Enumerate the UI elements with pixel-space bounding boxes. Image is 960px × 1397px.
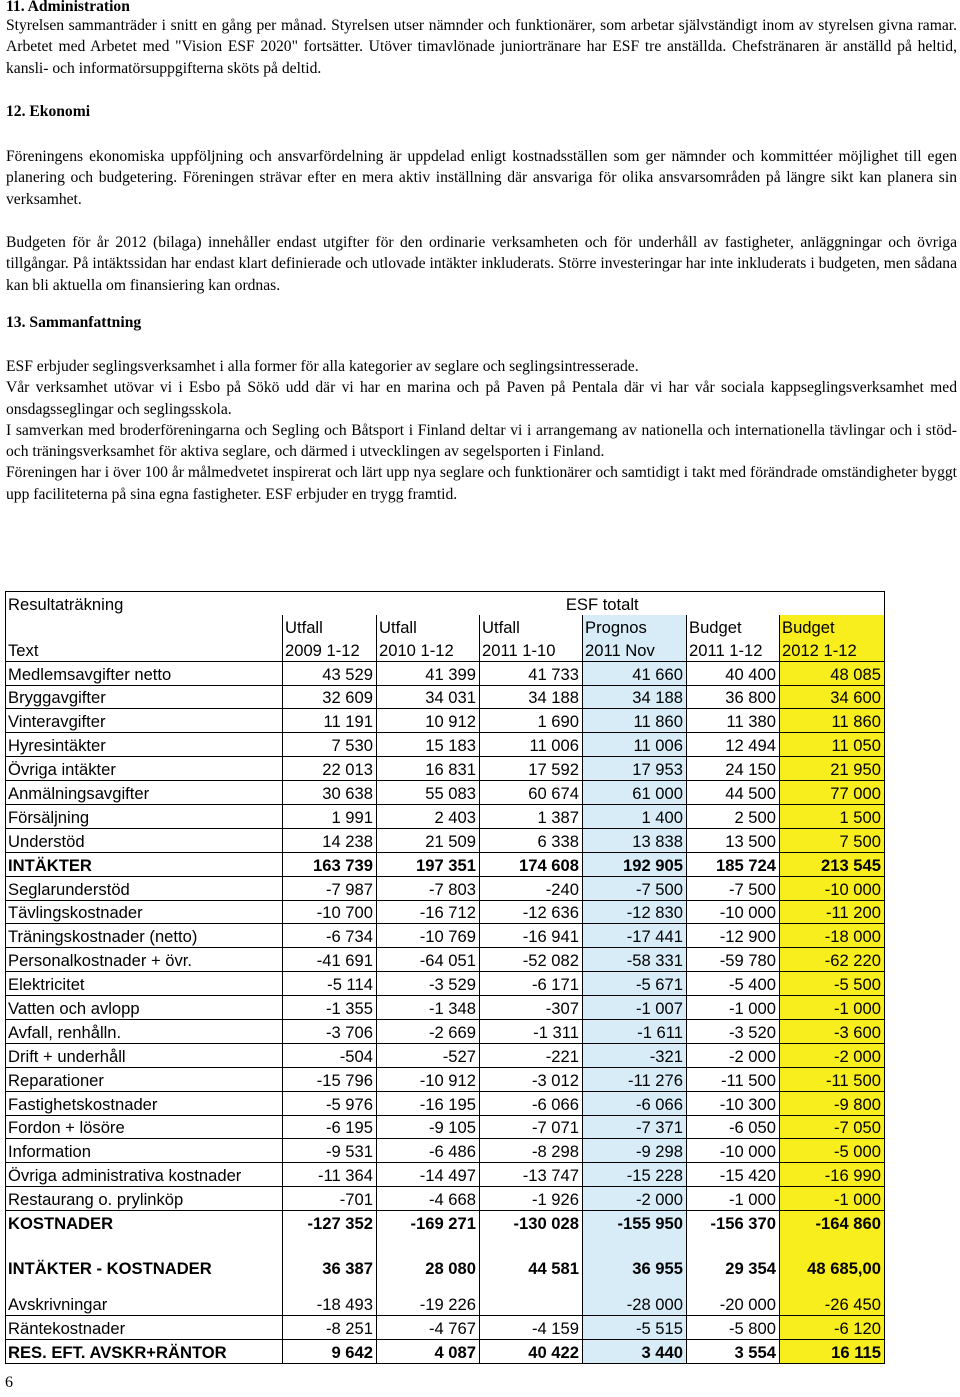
table-row — [6, 1315, 885, 1339]
table-row — [6, 972, 885, 996]
cell-value: -16 941 — [480, 924, 583, 948]
cell-value: -10 000 — [687, 900, 780, 924]
cell-value: -5 000 — [780, 1139, 885, 1163]
cell-value: 213 545 — [780, 852, 885, 876]
row-label: Träningskostnader (netto) — [6, 924, 283, 948]
row-label: Avskrivningar — [6, 1292, 283, 1315]
cell-value: 185 724 — [687, 852, 780, 876]
cell-value: -701 — [283, 1187, 377, 1211]
table-row — [6, 876, 885, 900]
row-label: Fordon + lösöre — [6, 1115, 283, 1139]
row-label: INTÄKTER — [6, 852, 283, 876]
table-row — [6, 948, 885, 972]
cell-value: 16 115 — [780, 1339, 885, 1363]
section-13-paragraph: Vår verksamhet utövar vi i Esbo på Sökö udd där vi har en marina och på Paven på Pentala där vi har vår sociala kappseglingsverksamhet med onsdagsseglingar och seglingsskola. — [6, 379, 957, 418]
row-label: Övriga administrativa kostnader — [6, 1163, 283, 1187]
cell-value: 15 183 — [377, 733, 480, 757]
cell-value: 48 085 — [780, 661, 885, 685]
cell-value: 11 860 — [780, 709, 885, 733]
cell-value: -5 500 — [780, 972, 885, 996]
cell-value: -59 780 — [687, 948, 780, 972]
section-13-paragraph: ESF erbjuder seglingsverksamhet i alla former för alla kategorier av seglare och seglingsintresserade. — [6, 358, 639, 375]
cell-value: -15 228 — [583, 1163, 687, 1187]
row-label: Seglarunderstöd — [6, 876, 283, 900]
cell-value: 36 387 — [283, 1256, 377, 1279]
cell-value: 41 660 — [583, 661, 687, 685]
cell-value: 36 800 — [687, 685, 780, 709]
cell-value: -11 500 — [687, 1067, 780, 1091]
cell-value: 16 831 — [377, 757, 480, 781]
cell-value: 32 609 — [283, 685, 377, 709]
row-label: Försäljning — [6, 805, 283, 829]
cell-value: -14 497 — [377, 1163, 480, 1187]
text-label: Text — [6, 638, 283, 661]
cell-value: 43 529 — [283, 661, 377, 685]
cell-value: -17 441 — [583, 924, 687, 948]
cell-value: 34 188 — [583, 685, 687, 709]
row-label: Anmälningsavgifter — [6, 781, 283, 805]
cell-value: -11 200 — [780, 900, 885, 924]
cell-value: -8 298 — [480, 1139, 583, 1163]
table-row-final — [6, 1339, 885, 1363]
cell-value: -6 195 — [283, 1115, 377, 1139]
cell-value: 4 087 — [377, 1339, 480, 1363]
row-label: Understöd — [6, 828, 283, 852]
cell-value: 21 950 — [780, 757, 885, 781]
cell-value: -1 611 — [583, 1020, 687, 1044]
cell-value: -6 120 — [780, 1315, 885, 1339]
table-row — [6, 733, 885, 757]
row-label: Personalkostnader + övr. — [6, 948, 283, 972]
cell-value: -504 — [283, 1043, 377, 1067]
row-label: Hyresintäkter — [6, 733, 283, 757]
cell-value: -28 000 — [583, 1292, 687, 1315]
cell-value: -6 171 — [480, 972, 583, 996]
cell-value: 40 400 — [687, 661, 780, 685]
cell-value: 11 380 — [687, 709, 780, 733]
table-row — [6, 757, 885, 781]
cell-value: 1 387 — [480, 805, 583, 829]
cell-value: -1 000 — [687, 996, 780, 1020]
section-11-text: Styrelsen sammanträder i snitt en gång per månad. Styrelsen utser nämnder och funktionärer, som arbetar självständigt inom av styrelsen givna ramar. Arbetet med Arbetet med "Vision ESF 2020" fortsätter. Utöver timavlönade juniortränare har ESF tre anställda. Chefstränaren är anställd på heltid, kansli- och informatörsuppgifterna sköts på deltid. — [6, 17, 957, 77]
table-title: Resultaträkning — [6, 592, 283, 615]
cell-value: -1 348 — [377, 996, 480, 1020]
table-row-result — [6, 1256, 885, 1279]
cell-value: 48 685,00 — [780, 1256, 885, 1279]
cell-value: -4 767 — [377, 1315, 480, 1339]
cell-value: 22 013 — [283, 757, 377, 781]
table-row — [6, 781, 885, 805]
cell-value: 174 608 — [480, 852, 583, 876]
section-13-heading: 13. Sammanfattning — [6, 314, 142, 331]
cell-value: 1 991 — [283, 805, 377, 829]
cell-value: -19 226 — [377, 1292, 480, 1315]
cell-value: 3 440 — [583, 1339, 687, 1363]
cell-value: -6 734 — [283, 924, 377, 948]
cell-value: -1 000 — [780, 996, 885, 1020]
cell-value: -10 912 — [377, 1067, 480, 1091]
section-13-text — [6, 356, 957, 505]
cell-value: -6 050 — [687, 1115, 780, 1139]
cell-value: 24 150 — [687, 757, 780, 781]
cell-value: 11 006 — [480, 733, 583, 757]
cell-value: -1 311 — [480, 1020, 583, 1044]
cell-value: -18 000 — [780, 924, 885, 948]
col-head: 2010 1-12 — [377, 638, 480, 661]
cell-value: -52 082 — [480, 948, 583, 972]
cell-value: -5 976 — [283, 1091, 377, 1115]
cell-value: -6 486 — [377, 1139, 480, 1163]
cell-value: -1 355 — [283, 996, 377, 1020]
cell-value: 10 912 — [377, 709, 480, 733]
cell-value: -11 364 — [283, 1163, 377, 1187]
cell-value: -1 926 — [480, 1187, 583, 1211]
cell-value: 34 031 — [377, 685, 480, 709]
row-label: Övriga intäkter — [6, 757, 283, 781]
cell-value: -10 000 — [780, 876, 885, 900]
cell-value: 13 838 — [583, 828, 687, 852]
cell-value: 21 509 — [377, 828, 480, 852]
table-row — [6, 1292, 885, 1315]
cell-value: -7 071 — [480, 1115, 583, 1139]
table-row — [6, 1043, 885, 1067]
table-row — [6, 900, 885, 924]
cell-value: -321 — [583, 1043, 687, 1067]
cell-value: 12 494 — [687, 733, 780, 757]
row-label: Information — [6, 1139, 283, 1163]
cell-value: 34 188 — [480, 685, 583, 709]
cell-value: -11 500 — [780, 1067, 885, 1091]
row-label: Restaurang o. prylinköp — [6, 1187, 283, 1211]
table-title-row — [6, 592, 885, 615]
row-label: Vinteravgifter — [6, 709, 283, 733]
cell-value: 34 600 — [780, 685, 885, 709]
cell-value: -26 450 — [780, 1292, 885, 1315]
cell-value: 44 500 — [687, 781, 780, 805]
cell-value: -164 860 — [780, 1211, 885, 1234]
table-row — [6, 685, 885, 709]
cell-value: 6 338 — [480, 828, 583, 852]
cell-value: -7 500 — [583, 876, 687, 900]
cell-value: 36 955 — [583, 1256, 687, 1279]
cell-value: -2 000 — [687, 1043, 780, 1067]
cell-value: 7 530 — [283, 733, 377, 757]
cell-value: 14 238 — [283, 828, 377, 852]
col-head: 2012 1-12 — [780, 638, 885, 661]
cell-value: -130 028 — [480, 1211, 583, 1234]
cell-value: -16 990 — [780, 1163, 885, 1187]
spacer-row — [6, 1234, 885, 1256]
cell-value: 40 422 — [480, 1339, 583, 1363]
cell-value: -527 — [377, 1043, 480, 1067]
table-row — [6, 1139, 885, 1163]
table-row — [6, 1115, 885, 1139]
row-label: Elektricitet — [6, 972, 283, 996]
cell-value: 3 554 — [687, 1339, 780, 1363]
col-head: Utfall — [377, 615, 480, 638]
cell-value: -127 352 — [283, 1211, 377, 1234]
cell-value: -3 600 — [780, 1020, 885, 1044]
cell-value: -12 830 — [583, 900, 687, 924]
cell-value: -20 000 — [687, 1292, 780, 1315]
page-number: 6 — [5, 1374, 13, 1391]
col-head: Budget — [687, 615, 780, 638]
cell-value: 192 905 — [583, 852, 687, 876]
col-head: Utfall — [283, 615, 377, 638]
cell-value: -2 669 — [377, 1020, 480, 1044]
cell-value: -7 371 — [583, 1115, 687, 1139]
col-head: Prognos — [583, 615, 687, 638]
cell-value: 7 500 — [780, 828, 885, 852]
cell-value: -62 220 — [780, 948, 885, 972]
cell-value: 17 953 — [583, 757, 687, 781]
table-head-row-2 — [6, 638, 885, 661]
cell-value: -3 529 — [377, 972, 480, 996]
table-row — [6, 1163, 885, 1187]
cell-value: -169 271 — [377, 1211, 480, 1234]
row-label: Tävlingskostnader — [6, 900, 283, 924]
cell-value: -10 700 — [283, 900, 377, 924]
cell-value: 61 000 — [583, 781, 687, 805]
table-row — [6, 996, 885, 1020]
cell-value: -7 803 — [377, 876, 480, 900]
cell-value: 28 080 — [377, 1256, 480, 1279]
table-row — [6, 1187, 885, 1211]
row-label: KOSTNADER — [6, 1211, 283, 1234]
row-label: Reparationer — [6, 1067, 283, 1091]
cell-value: 55 083 — [377, 781, 480, 805]
col-head: 2009 1-12 — [283, 638, 377, 661]
cell-value: 1 500 — [780, 805, 885, 829]
row-label: Fastighetskostnader — [6, 1091, 283, 1115]
cell-value: -12 900 — [687, 924, 780, 948]
row-label: INTÄKTER - KOSTNADER — [6, 1256, 283, 1279]
cell-value: -3 520 — [687, 1020, 780, 1044]
cell-value: 13 500 — [687, 828, 780, 852]
col-head: 2011 1-12 — [687, 638, 780, 661]
section-13-paragraph: Föreningen har i över 100 år målmedvetet inspirerat och lärt upp nya seglare och funktionärer och samtidigt i takt med förändrade omständigheter byggt upp faciliteterna på sina egna fastigheter. ESF erbjuder en trygg framtid. — [6, 464, 957, 503]
cell-value: -221 — [480, 1043, 583, 1067]
cell-value: 60 674 — [480, 781, 583, 805]
row-label: Vatten och avlopp — [6, 996, 283, 1020]
col-head: 2011 Nov — [583, 638, 687, 661]
cell-value: -10 300 — [687, 1091, 780, 1115]
table-row — [6, 661, 885, 685]
table-row — [6, 1091, 885, 1115]
cell-value: 1 400 — [583, 805, 687, 829]
table-row — [6, 1067, 885, 1091]
col-head: Utfall — [480, 615, 583, 638]
cell-value: 9 642 — [283, 1339, 377, 1363]
cell-value: 41 733 — [480, 661, 583, 685]
cell-value: -5 515 — [583, 1315, 687, 1339]
table-row — [6, 828, 885, 852]
row-label: Drift + underhåll — [6, 1043, 283, 1067]
row-label: Bryggavgifter — [6, 685, 283, 709]
row-label: Avfall, renhålln. — [6, 1020, 283, 1044]
table-row — [6, 924, 885, 948]
cell-value: 11 191 — [283, 709, 377, 733]
col-head: 2011 1-10 — [480, 638, 583, 661]
cell-value: 77 000 — [780, 781, 885, 805]
cell-value: -1 000 — [780, 1187, 885, 1211]
table-head-row-1 — [6, 615, 885, 638]
cell-value: -4 159 — [480, 1315, 583, 1339]
table-row — [6, 1211, 885, 1234]
cell-value: -16 712 — [377, 900, 480, 924]
table-row — [6, 852, 885, 876]
section-12-paragraph: Budgeten för år 2012 (bilaga) innehåller endast utgifter för den ordinarie verksamheten och för underhåll av fastigheter, anläggningar och övriga tillgångar. På intäktssidan har endast klart definierade och utlovade intäkter inkluderats. Större investeringar har inte inkluderats i budgeten, men sådana kan bli aktuella om finansiering kan ordnas. — [6, 234, 957, 294]
cell-value: 163 739 — [283, 852, 377, 876]
cell-value: -155 950 — [583, 1211, 687, 1234]
result-table — [5, 591, 885, 1364]
cell-value: 41 399 — [377, 661, 480, 685]
cell-value: -9 800 — [780, 1091, 885, 1115]
table-group-title: ESF totalt — [283, 592, 885, 615]
cell-value: -10 769 — [377, 924, 480, 948]
cell-value: 17 592 — [480, 757, 583, 781]
cell-value: -8 251 — [283, 1315, 377, 1339]
section-12-paragraph: Föreningens ekonomiska uppföljning och ansvarfördelning är uppdelad enligt kostnadsställen som ger nämnder och kommittéer möjlighet till egen planering och budgetering. Föreningen strävar efter en mera aktiv inställning där ansvariga för olika ansvarsområden på längre sikt kan planera sin verksamhet. — [6, 148, 957, 208]
cell-value: -10 000 — [687, 1139, 780, 1163]
cell-value: -6 066 — [480, 1091, 583, 1115]
cell-value: 30 638 — [283, 781, 377, 805]
col-head: Budget — [780, 615, 885, 638]
cell-value: -156 370 — [687, 1211, 780, 1234]
cell-value: -7 500 — [687, 876, 780, 900]
cell-value: -11 276 — [583, 1067, 687, 1091]
cell-value: 11 006 — [583, 733, 687, 757]
cell-value: -5 671 — [583, 972, 687, 996]
cell-value: -7 987 — [283, 876, 377, 900]
cell-value: -1 000 — [687, 1187, 780, 1211]
spacer-row — [6, 1279, 885, 1292]
cell-value: 1 690 — [480, 709, 583, 733]
cell-value: -4 668 — [377, 1187, 480, 1211]
cell-value: 11 050 — [780, 733, 885, 757]
cell-value: -16 195 — [377, 1091, 480, 1115]
cell-value: -307 — [480, 996, 583, 1020]
section-11-heading: 11. Administration — [6, 0, 130, 15]
cell-value: -9 105 — [377, 1115, 480, 1139]
cell-value: -3 012 — [480, 1067, 583, 1091]
cell-value: 29 354 — [687, 1256, 780, 1279]
cell-value — [480, 1292, 583, 1315]
cell-value: 44 581 — [480, 1256, 583, 1279]
table-row — [6, 1020, 885, 1044]
cell-value: -240 — [480, 876, 583, 900]
cell-value: -15 420 — [687, 1163, 780, 1187]
row-label: Räntekostnader — [6, 1315, 283, 1339]
cell-value: -58 331 — [583, 948, 687, 972]
row-label: RES. EFT. AVSKR+RÄNTOR — [6, 1339, 283, 1363]
section-12-heading: 12. Ekonomi — [6, 103, 91, 120]
cell-value: -2 000 — [780, 1043, 885, 1067]
cell-value: 197 351 — [377, 852, 480, 876]
cell-value: -9 531 — [283, 1139, 377, 1163]
cell-value: -1 007 — [583, 996, 687, 1020]
cell-value: 2 403 — [377, 805, 480, 829]
cell-value: -6 066 — [583, 1091, 687, 1115]
cell-value: -15 796 — [283, 1067, 377, 1091]
cell-value: -5 800 — [687, 1315, 780, 1339]
section-13-paragraph: I samverkan med broderföreningarna och Segling och Båtsport i Finland deltar vi i arrangemang av nationella och internationella tävlingar och i stöd- och träningsverksamhet för aktiva seglare, och därmed i utvecklingen av segelsporten i Finland. — [6, 421, 957, 461]
cell-value: -2 000 — [583, 1187, 687, 1211]
cell-value: -9 298 — [583, 1139, 687, 1163]
table-row — [6, 805, 885, 829]
cell-value: -5 114 — [283, 972, 377, 996]
cell-value: -64 051 — [377, 948, 480, 972]
cell-value: -5 400 — [687, 972, 780, 996]
table-row — [6, 709, 885, 733]
cell-value: -12 636 — [480, 900, 583, 924]
cell-value: -7 050 — [780, 1115, 885, 1139]
cell-value: -13 747 — [480, 1163, 583, 1187]
cell-value: -3 706 — [283, 1020, 377, 1044]
cell-value: 2 500 — [687, 805, 780, 829]
cell-value: 11 860 — [583, 709, 687, 733]
cell-value: -41 691 — [283, 948, 377, 972]
row-label: Medlemsavgifter netto — [6, 661, 283, 685]
cell-value: -18 493 — [283, 1292, 377, 1315]
